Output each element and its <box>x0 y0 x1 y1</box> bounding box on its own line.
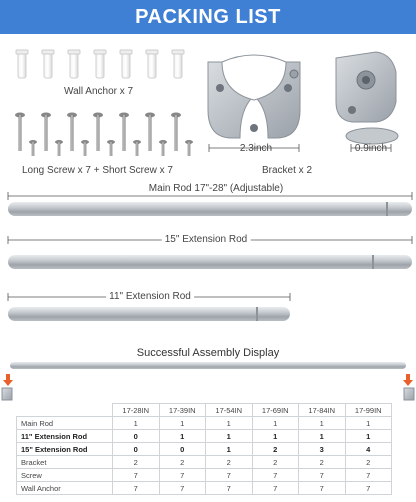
main-rod-joint <box>386 202 388 216</box>
table-cell: 1 <box>206 443 253 456</box>
table-row <box>17 456 392 469</box>
ext11-rod-label: 11" Extension Rod <box>106 291 194 302</box>
table-cell: 2 <box>345 456 392 469</box>
ext11-rod-joint <box>256 307 258 321</box>
table-row-label: 11" Extension Rod <box>17 430 113 443</box>
table-cell: 2 <box>252 456 299 469</box>
ext15-rod <box>8 255 412 269</box>
table-row-label: Main Rod <box>17 417 113 430</box>
bracket-width-label: 2.3inch <box>239 143 273 154</box>
table-cell: 7 <box>206 469 253 482</box>
table-row <box>17 469 392 482</box>
table-row <box>17 417 392 430</box>
table-cell: 7 <box>252 469 299 482</box>
table-cell: 7 <box>113 482 160 495</box>
table-row <box>17 430 392 443</box>
left-arrow-icon <box>3 374 13 386</box>
main-rod-label: Main Rod 17"-28" (Adjustable) <box>146 183 286 194</box>
table-row <box>17 482 392 495</box>
bracket-label: Bracket x 2 <box>262 165 313 176</box>
table-cell: 1 <box>299 417 346 430</box>
main-rod <box>8 202 412 216</box>
table-cell: 1 <box>252 417 299 430</box>
table-cell: 2 <box>206 456 253 469</box>
table-row <box>17 443 392 456</box>
table-cell: 1 <box>159 417 206 430</box>
table-cell: 0 <box>113 430 160 443</box>
table-cell: 7 <box>299 469 346 482</box>
table-cell: 7 <box>345 469 392 482</box>
ext11-rod <box>8 307 290 321</box>
table-cell: 7 <box>206 482 253 495</box>
table-row-label: 15" Extension Rod <box>17 443 113 456</box>
table-cell: 0 <box>159 443 206 456</box>
assembly-left-bracket <box>2 388 12 400</box>
table-row-label: Bracket <box>17 456 113 469</box>
wall-anchor-set <box>16 50 184 78</box>
table-cell: 2 <box>113 456 160 469</box>
u-bracket-front <box>208 55 300 138</box>
assembly-right-bracket <box>404 388 414 400</box>
ext15-rod-joint <box>372 255 374 269</box>
table-cell: 0 <box>113 443 160 456</box>
table-cell: 2 <box>299 456 346 469</box>
table-column-header: 17-28IN <box>113 404 160 417</box>
table-cell: 1 <box>206 430 253 443</box>
table-cell: 1 <box>206 417 253 430</box>
table-cell: 7 <box>252 482 299 495</box>
assembled-rod <box>10 362 406 369</box>
table-cell: 1 <box>299 430 346 443</box>
table-cell: 3 <box>299 443 346 456</box>
table-corner <box>17 404 113 417</box>
short-screw-set <box>29 140 193 156</box>
wall-anchor-label: Wall Anchor x 7 <box>64 86 134 97</box>
page-title: PACKING LIST <box>135 5 281 28</box>
assembly-spec-table <box>16 403 392 495</box>
table-cell: 1 <box>345 430 392 443</box>
side-bracket <box>336 52 398 144</box>
right-arrow-icon <box>403 374 413 386</box>
table-row-label: Wall Anchor <box>17 482 113 495</box>
screw-label: Long Screw x 7 + Short Screw x 7 <box>22 165 173 176</box>
table-cell: 4 <box>345 443 392 456</box>
ext15-rod-label: 15" Extension Rod <box>162 234 251 245</box>
table-cell: 1 <box>252 430 299 443</box>
table-cell: 7 <box>345 482 392 495</box>
table-column-header: 17-84IN <box>299 404 346 417</box>
long-screw-set <box>15 113 181 152</box>
table-column-header: 17-99IN <box>345 404 392 417</box>
table-cell: 7 <box>159 469 206 482</box>
assembly-title: Successful Assembly Display <box>136 347 280 359</box>
table-cell: 1 <box>159 430 206 443</box>
table-column-header: 17-54IN <box>206 404 253 417</box>
table-cell: 7 <box>299 482 346 495</box>
table-cell: 7 <box>113 469 160 482</box>
table-cell: 1 <box>345 417 392 430</box>
table-row-label: Screw <box>17 469 113 482</box>
table-column-header: 17-39IN <box>159 404 206 417</box>
table-cell: 1 <box>113 417 160 430</box>
table-cell: 7 <box>159 482 206 495</box>
bracket-depth-label: 0.9inch <box>354 143 388 154</box>
table-column-header: 17-69IN <box>252 404 299 417</box>
table-cell: 2 <box>159 456 206 469</box>
table-header-row <box>17 404 392 417</box>
table-cell: 2 <box>252 443 299 456</box>
